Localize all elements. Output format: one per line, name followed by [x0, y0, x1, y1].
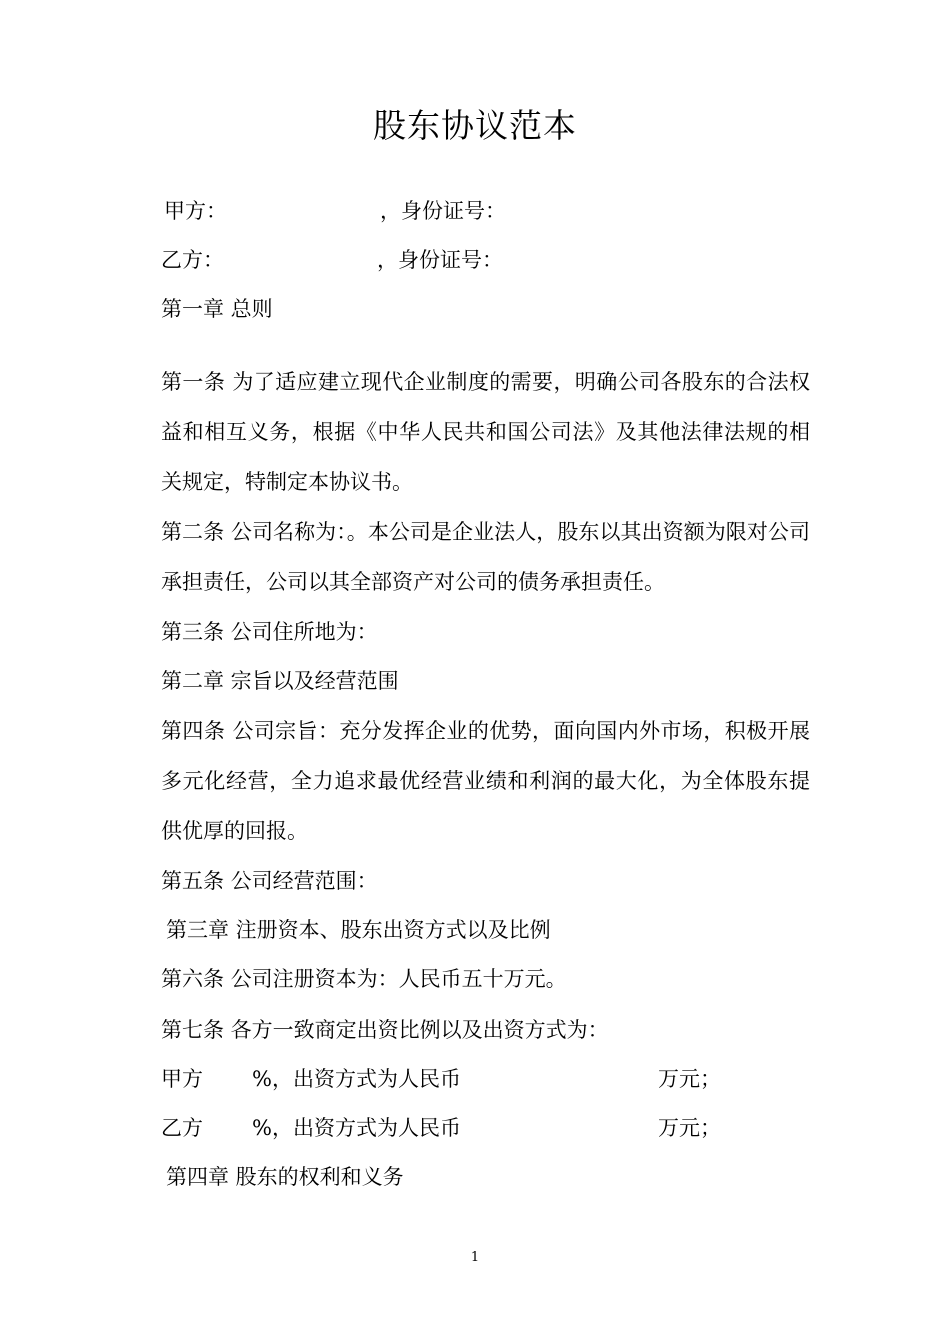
article-6: 第六条 公司注册资本为：人民币五十万元。: [161, 967, 567, 991]
chapter-1-heading: 第一章 总则: [161, 297, 273, 321]
party-b-label: 乙方：: [161, 248, 224, 272]
share-b-party: 乙方: [161, 1116, 203, 1140]
article-1: 第一条 为了适应建立现代企业制度的需要，明确公司各股东的合法权益和相互义务，根据《中华人民共和国公司法》及其他法律法规的相关规定，特制定本协议书。: [161, 370, 810, 494]
article-7: 第七条 各方一致商定出资比例以及出资方式为：: [161, 1018, 609, 1042]
chapter-2-heading: 第二章 宗旨以及经营范围: [161, 669, 399, 693]
chapter-3-heading: 第三章 注册资本、股东出资方式以及比例: [166, 918, 551, 942]
share-a-unit: 万元；: [658, 1067, 721, 1091]
page-number: 1: [470, 1250, 480, 1265]
article-5: 第五条 公司经营范围：: [161, 869, 378, 893]
party-b-id-label: ，身份证号：: [377, 248, 503, 272]
share-b-unit: 万元；: [658, 1116, 721, 1140]
article-3: 第三条 公司住所地为：: [161, 620, 378, 644]
party-a-label: 甲方：: [164, 199, 227, 223]
party-a-id-label: ，身份证号：: [380, 199, 506, 223]
document-title: 股东协议范本: [373, 106, 577, 145]
article-4: 第四条 公司宗旨：充分发挥企业的优势，面向国内外市场，积极开展多元化经营，全力追求最优经营业绩和利润的最大化，为全体股东提供优厚的回报。: [161, 719, 810, 843]
share-b-text: %，出资方式为人民币: [252, 1116, 461, 1140]
chapter-4-heading: 第四章 股东的权利和义务: [166, 1165, 404, 1189]
article-2: 第二条 公司名称为：。本公司是企业法人，股东以其出资额为限对公司承担责任，公司以其全部资产对公司的债务承担责任。: [161, 520, 810, 594]
share-a-party: 甲方: [161, 1067, 203, 1091]
share-a-text: %，出资方式为人民币: [252, 1067, 461, 1091]
